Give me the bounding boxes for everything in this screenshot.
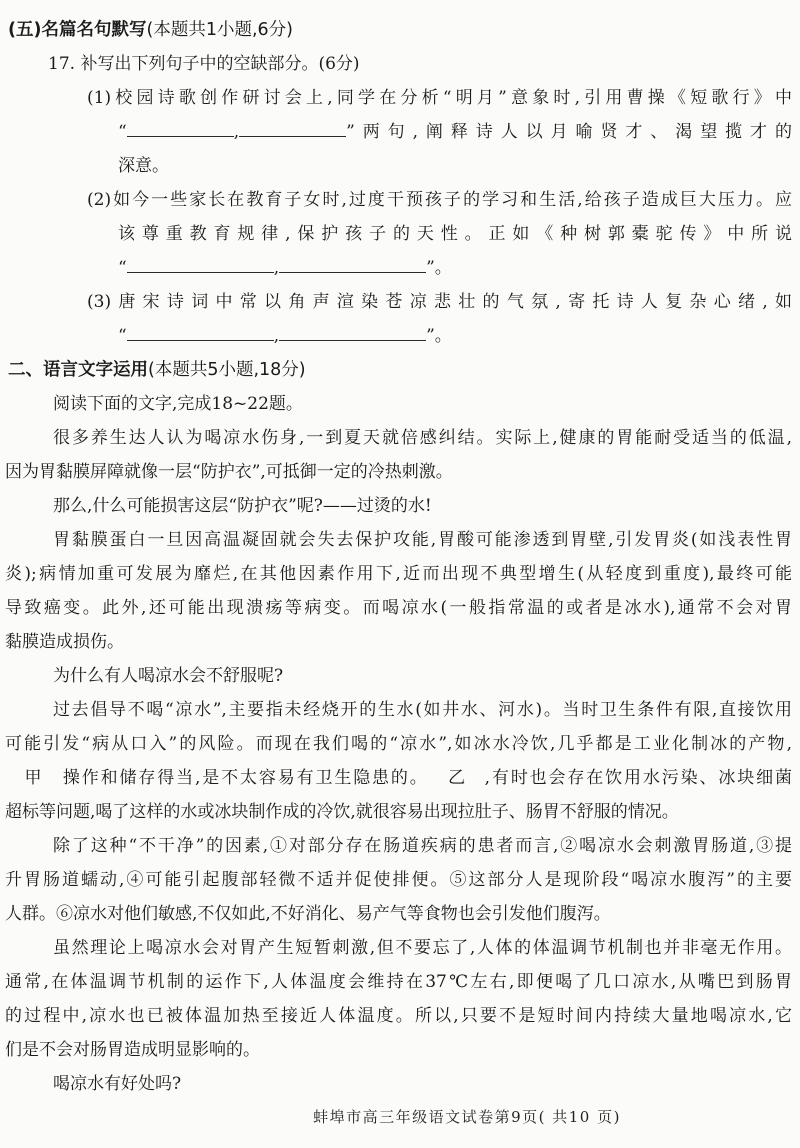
q17-item3-line1: (3)唐宋诗词中常以角声渲染苍凉悲壮的气氛,寄托诗人复杂心绪,如 bbox=[87, 292, 792, 312]
q17-item3-blank-line bbox=[118, 319, 792, 353]
section-language-meta: (本题共5小题,18分) bbox=[148, 360, 306, 380]
answer-blank-underline bbox=[127, 257, 274, 273]
passage-line-with-blanks bbox=[5, 761, 792, 795]
passage-line: 人群。⑥凉水对他们敏感,不仅如此,不好消化、易产气等食物也会引发他们腹泻。 bbox=[5, 904, 611, 924]
open-quote: “ bbox=[118, 122, 127, 142]
passage-line: 很多养生达人认为喝凉水伤身,一到夏天就倍感纠结。实际上,健康的胃能耐受适当的低温, bbox=[53, 428, 792, 448]
passage-line: 们是不会对肠胃造成明显影响的。 bbox=[5, 1040, 260, 1060]
passage-line: 为什么有人喝凉水会不舒服呢? bbox=[53, 666, 284, 686]
q17-item2-blank-tail: ”。 bbox=[426, 258, 452, 278]
passage-line: 炎);病情加重可发展为靡烂,在其他因素作用下,近而出现不典型增生(从轻度到重度),最终可能 bbox=[5, 564, 792, 584]
passage-segment: ,有时也会存在饮用水污染、冰块细菌 bbox=[484, 768, 792, 788]
answer-blank-underline bbox=[239, 121, 346, 137]
passage-line: 超标等问题,喝了这样的水或冰块制作成的冷饮,就很容易出现拉肚子、肠胃不舒服的情况。 bbox=[5, 802, 679, 822]
answer-blank-underline bbox=[279, 325, 426, 341]
section-memorization-number: (五) bbox=[8, 20, 42, 40]
passage-line: 因为胃黏膜屏障就像一层“防护衣”,可抵御一定的冷热刺激。 bbox=[5, 462, 453, 482]
q17-item3-blank-tail: ”。 bbox=[426, 326, 452, 346]
section-language-number: 二、 bbox=[8, 360, 43, 380]
passage-line: 喝凉水有好处吗? bbox=[53, 1074, 182, 1094]
q17-item2-line2: 该尊重教育规律,保护孩子的天性。正如《种树郭橐驼传》中所说 bbox=[118, 224, 792, 244]
reading-instruction: 阅读下面的文字,完成18~22题。 bbox=[53, 394, 303, 414]
open-quote: “ bbox=[118, 258, 127, 278]
comma: , bbox=[233, 122, 240, 142]
q17-stem: 17. 补写出下列句子中的空缺部分。(6分) bbox=[48, 54, 360, 74]
q17-item1-blank-tail: ”两句,阐释诗人以月喻贤才、渴望揽才的 bbox=[346, 122, 792, 142]
answer-blank-underline bbox=[127, 121, 234, 137]
passage-line: 通常,在体温调节机制的运作下,人体温度会维持在37℃左右,即便喝了几口凉水,从嘴巴到肠胃 bbox=[5, 972, 792, 992]
passage-line: 那么,什么可能损害这层“防护衣”呢?——过烫的水! bbox=[53, 496, 432, 516]
passage-line: 的过程中,凉水也已被体温加热至接近人体温度。所以,只要不是短时间内持续大量地喝凉水,它 bbox=[5, 1006, 792, 1026]
passage-line: 导致癌变。此外,还可能出现溃疡等病变。而喝凉水(一般指常温的或者是冰水),通常不会对胃 bbox=[5, 598, 792, 618]
section-language-heading bbox=[8, 353, 790, 387]
q17-item1-blank-line bbox=[118, 115, 792, 149]
section-memorization-title: 名篇名句默写 bbox=[41, 20, 147, 40]
q17-item2-line1: (2)如今一些家长在教育子女时,过度干预孩子的学习和生活,给孩子造成巨大压力。应 bbox=[87, 190, 792, 210]
passage-line: 虽然理论上喝凉水会对胃产生短暂刺激,但不要忘了,人体的体温调节机制也并非毫无作用。 bbox=[53, 938, 792, 958]
answer-blank-underline bbox=[127, 325, 274, 341]
page-footer: 蚌埠市高三年级语文试卷第9页( 共10 页) bbox=[313, 1108, 621, 1126]
q17-item1-line3: 深意。 bbox=[118, 156, 169, 176]
passage-segment: 操作和储存得当,是不太容易有卫生隐患的。 bbox=[61, 768, 429, 788]
comma: , bbox=[273, 326, 280, 346]
passage-line: 黏膜造成损伤。 bbox=[5, 632, 124, 652]
passage-line: 可能引发“病从口入”的风险。而现在我们喝的“凉水”,如冰水冷饮,几乎都是工业化制冰的产物, bbox=[5, 734, 792, 754]
passage-line: 升胃肠道蠕动,④可能引起腹部轻微不适并促使排便。⑤这部分人是现阶段“喝凉水腹泻”的主要 bbox=[5, 870, 792, 890]
section-memorization-heading bbox=[8, 13, 790, 47]
blank-yi-label: 乙 bbox=[429, 761, 485, 795]
q17-item2-blank-line bbox=[118, 251, 792, 285]
comma: , bbox=[273, 258, 280, 278]
answer-blank-underline bbox=[279, 257, 426, 273]
passage-line: 胃黏膜蛋白一旦因高温凝固就会失去保护攻能,胃酸可能渗透到胃壁,引发胃炎(如浅表性胃 bbox=[53, 530, 792, 550]
q17-item1-line1: (1)校园诗歌创作研讨会上,同学在分析“明月”意象时,引用曹操《短歌行》中 bbox=[87, 88, 792, 108]
passage-line: 过去倡导不喝“凉水”,主要指未经烧开的生水(如井水、河水)。当时卫生条件有限,直接饮用 bbox=[53, 700, 792, 720]
open-quote: “ bbox=[118, 326, 127, 346]
passage-line: 除了这种“不干净”的因素,①对部分存在肠道疾病的患者而言,②喝凉水会刺激胃肠道,③提 bbox=[53, 836, 792, 856]
section-memorization-meta: (本题共1小题,6分) bbox=[146, 20, 293, 40]
blank-jia-label: 甲 bbox=[5, 761, 61, 795]
section-language-title: 语言文字运用 bbox=[43, 360, 148, 380]
